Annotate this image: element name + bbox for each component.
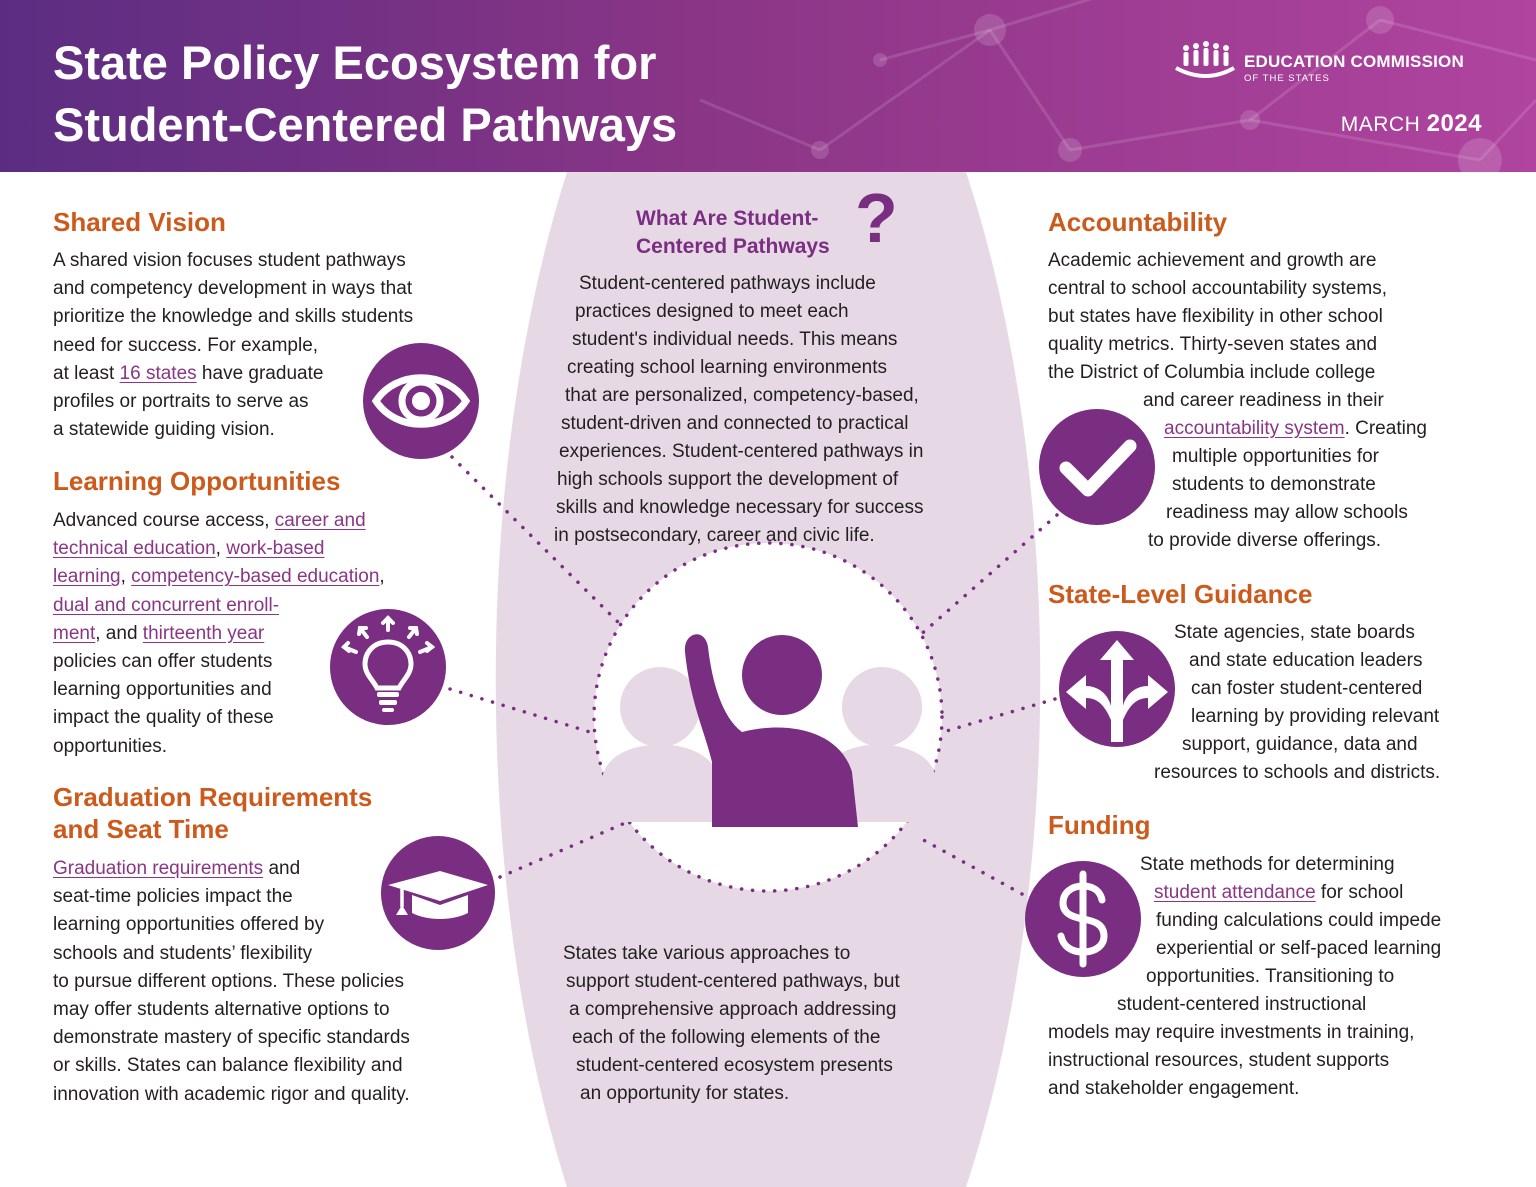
link-accountability-system[interactable]: accountability system [1164,418,1345,439]
text-line: may offer students alternative options to [53,999,390,1021]
text-line: the District of Columbia include college [1048,362,1376,383]
text-line: demonstrate mastery of specific standards [53,1027,410,1049]
text-line: support, guidance, data and [1182,734,1418,755]
text-line: learning opportunities offered by [53,914,325,936]
text-line: policies can offer students [53,651,273,673]
date-year: 2024 [1426,110,1482,137]
intro-line: creating school learning environments [567,357,888,378]
text-line: opportunities. [53,735,168,757]
question-mark-icon: ? [855,179,898,257]
date-month: MARCH [1340,113,1421,136]
link-competency-based-education[interactable]: competency-based education [131,566,380,588]
text-line: learning by providing relevant [1191,706,1440,727]
page-title [53,32,677,156]
link-work-based-learning[interactable]: work-based [226,538,325,560]
text-line: profiles or portraits to serve as [53,391,309,413]
logo-name: EDUCATION COMMISSION [1244,52,1464,71]
text-line: a statewide guiding vision. [53,419,275,441]
link-career-technical-education[interactable]: technical education [53,538,216,560]
link-work-based-learning[interactable]: learning [53,566,121,588]
heading-line: and Seat Time [53,814,229,844]
accountability-heading: Accountability [1048,207,1228,237]
text-line: State agencies, state boards [1174,622,1415,643]
logo-subtitle: OF THE STATES [1244,73,1330,84]
text-line: schools and students’ flexibility [53,942,313,964]
title-line-1: State Policy Ecosystem for [53,36,657,89]
outro-line: an opportunity for states. [580,1083,790,1104]
graduation-text [53,855,410,1109]
text-fragment: and [263,858,301,879]
text-line: funding calculations could impede [1156,910,1442,931]
text-line [53,563,385,591]
title-line-2: Student-Centered Pathways [53,98,678,151]
funding-heading: Funding [1048,810,1151,840]
shared-vision-heading: Shared Vision [53,207,226,237]
shared-vision-text [53,247,413,444]
text-line: experiential or self-paced learning [1156,938,1442,959]
intro-line: skills and knowledge necessary for success [556,497,924,518]
text-line: student-centered instructional [1117,994,1367,1015]
text-line: learning opportunities and [53,679,272,701]
intro-line: that are personalized, competency-based, [565,385,919,406]
intro-line: student's individual needs. This means [572,329,898,350]
learning-opportunities-heading: Learning Opportunities [53,466,341,496]
text-line: or skills. States can balance flexibility and [53,1055,403,1077]
text-line: and state education leaders [1189,650,1423,671]
text-line: instructional resources, student supports [1048,1050,1390,1071]
center-title [636,205,830,261]
text-line: Academic achievement and growth are [1048,250,1377,271]
link-career-technical-education[interactable]: career and [274,510,366,531]
text-fragment: have graduate [196,362,324,384]
intro-line: Student-centered pathways include [579,273,876,294]
text-fragment: for school [1315,882,1404,903]
link-student-attendance[interactable]: student attendance [1154,882,1316,903]
text-line: but states have flexibility in other school [1048,306,1383,327]
intro-line: in postsecondary, career and civic life. [554,525,875,546]
guidance-heading: State-Level Guidance [1048,579,1313,609]
checkmark-icon [1038,408,1156,526]
outro-line: States take various approaches to [563,943,851,964]
text-line: students to demonstrate [1172,474,1376,495]
ecs-logo [1172,38,1492,88]
text-line [53,507,385,535]
outro-line: each of the following elements of the [572,1027,881,1048]
center-title-line-1: What Are Student- [636,207,819,230]
text-line: innovation with academic rigor and quality. [53,1083,410,1105]
text-line [53,360,413,388]
intro-line: student-driven and connected to practical [561,413,909,434]
text-line: need for success. For example, [53,334,319,356]
intro-line: practices designed to meet each [575,301,849,322]
split-arrows-icon [1058,630,1176,748]
text-line: and competency development in ways that [53,278,413,300]
text-fragment: , [215,538,227,560]
text-line: A shared vision focuses student pathways [53,250,406,271]
text-line: quality metrics. Thirty-seven states and [1048,334,1378,355]
center-title-line-2: Centered Pathways [636,235,830,258]
text-line: and stakeholder engagement. [1048,1078,1300,1099]
text-line: central to school accountability systems, [1048,278,1387,299]
link-dual-concurrent-enrollment[interactable]: ment [53,622,96,644]
link-16-states[interactable]: 16 states [119,362,197,384]
link-thirteenth-year[interactable]: thirteenth year [142,622,265,644]
intro-line: high schools support the development of [557,469,899,490]
graduation-cap-icon [380,835,496,951]
text-line: multiple opportunities for [1172,446,1379,467]
text-fragment: . Creating [1344,418,1427,439]
text-line: resources to schools and districts. [1154,762,1441,783]
text-line: impact the quality of these [53,707,274,729]
dollar-sign-icon [1024,860,1142,978]
text-line: opportunities. Transitioning to [1146,966,1395,987]
text-line: can foster student-centered [1191,678,1423,699]
text-line: readiness may allow schools [1166,502,1408,523]
link-graduation-requirements[interactable]: Graduation requirements [53,858,264,879]
text-fragment: , [120,566,132,588]
text-line [53,535,385,563]
text-line [1154,879,1403,907]
intro-line: experiences. Student-centered pathways in [559,441,924,462]
logo-people-icon [1172,40,1236,86]
outro-line: support student-centered pathways, but [566,971,900,992]
text-line: and career readiness in their [1143,390,1384,411]
text-fragment: at least [53,362,120,384]
outro-line: a comprehensive approach addressing [569,999,897,1020]
text-line: to provide diverse offerings. [1148,530,1382,551]
text-line: prioritize the knowledge and skills students [53,306,414,328]
publication-date [1341,110,1482,138]
graduation-heading [53,781,372,845]
heading-line: Graduation Requirements [53,782,373,812]
text-fragment: Advanced course access, [53,510,275,531]
link-dual-concurrent-enrollment[interactable]: dual and concurrent enroll- [53,594,280,616]
text-line [1164,415,1427,443]
text-line: seat-time policies impact the [53,886,293,908]
header-banner [0,0,1536,172]
text-line: models may require investments in training, [1048,1022,1415,1043]
eye-icon [362,342,480,460]
lightbulb-icon [329,608,447,726]
text-line: State methods for determining [1140,854,1395,875]
text-fragment: , [379,566,385,588]
text-line [53,855,410,883]
outro-line: student-centered ecosystem presents [576,1055,893,1076]
text-fragment: , and [95,622,143,644]
text-line: to pursue different options. These policies [53,970,405,992]
